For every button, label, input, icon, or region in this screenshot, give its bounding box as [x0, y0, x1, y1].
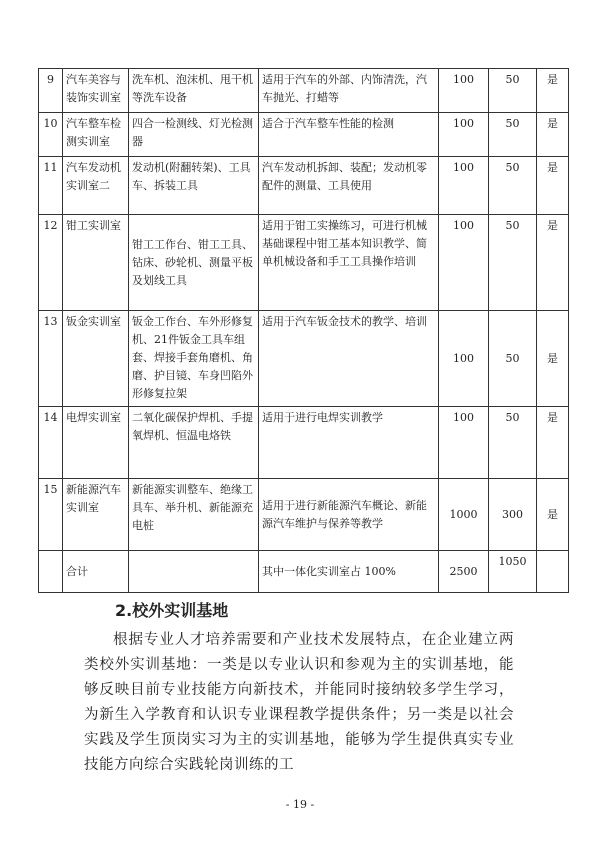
- room-capacity: 50: [489, 311, 537, 407]
- training-room-table: [38, 68, 569, 593]
- room-purpose: 适用于进行电焊实训教学: [259, 407, 439, 479]
- room-purpose: 适用于钳工实操练习，可进行机械基础课程中钳工基本知识教学、简单机械设备和手工工具操作培训: [259, 215, 439, 311]
- room-name: 钳工实训室: [63, 215, 129, 311]
- room-area: 1000: [439, 479, 489, 551]
- table-total-row: [39, 551, 569, 593]
- row-number: 12: [39, 215, 63, 311]
- room-capacity: 50: [489, 113, 537, 157]
- total-number-cell: [39, 551, 63, 593]
- total-area: 2500: [439, 551, 489, 593]
- room-purpose: 适用于汽车的外部、内饰清洗，汽车抛光、打蜡等: [259, 69, 439, 113]
- table-row: [39, 215, 569, 311]
- room-integrated: 是: [537, 407, 569, 479]
- room-capacity: 50: [489, 215, 537, 311]
- room-purpose: 适用于进行新能源汽车概论、新能源汽车维护与保养等教学: [259, 479, 439, 551]
- row-number: 9: [39, 69, 63, 113]
- room-purpose: 适用于汽车钣金技术的教学、培训: [259, 311, 439, 407]
- total-integrated-cell: [537, 551, 569, 593]
- row-number: 15: [39, 479, 63, 551]
- room-area: 100: [439, 215, 489, 311]
- room-area: 100: [439, 113, 489, 157]
- room-name: 新能源汽车实训室: [63, 479, 129, 551]
- room-name: 电焊实训室: [63, 407, 129, 479]
- row-number: 10: [39, 113, 63, 157]
- section-heading: 2.校外实训基地: [115, 601, 229, 620]
- table-row: [39, 479, 569, 551]
- table-row: [39, 157, 569, 215]
- room-equipment: 洗车机、泡沫机、甩干机等洗车设备: [129, 69, 259, 113]
- room-area: 100: [439, 311, 489, 407]
- room-name: 钣金实训室: [63, 311, 129, 407]
- row-number: 13: [39, 311, 63, 407]
- room-capacity: 50: [489, 407, 537, 479]
- room-integrated: 是: [537, 157, 569, 215]
- table-row: [39, 69, 569, 113]
- room-equipment: 四合一检测线、灯光检测器: [129, 113, 259, 157]
- total-equipment-cell: [129, 551, 259, 593]
- row-number: 11: [39, 157, 63, 215]
- room-integrated: 是: [537, 69, 569, 113]
- room-equipment: 二氧化碳保护焊机、手提氧焊机、恒温电烙铁: [129, 407, 259, 479]
- row-number: 14: [39, 407, 63, 479]
- room-integrated: 是: [537, 479, 569, 551]
- body-paragraph: 根据专业人才培养需要和产业技术发展特点，在企业建立两类校外实训基地：一类是以专业认识和参观为主的实训基地，能够反映目前专业技能方向新技术，并能同时接纳较多学生学习，为新生入学教育和认识专业课程教学提供条件；另一类是以社会实践及学生顶岗实习为主的实训基地，能够为学生提供真实专业技能方向综合实践轮岗训练的工: [84, 632, 514, 773]
- page-number: - 19 -: [285, 798, 315, 811]
- room-capacity: 50: [489, 157, 537, 215]
- room-area: 100: [439, 407, 489, 479]
- room-equipment: 发动机(附翻转架)、工具车、拆装工具: [129, 157, 259, 215]
- room-purpose: 汽车发动机拆卸、装配；发动机零配件的测量、工具使用: [259, 157, 439, 215]
- room-name: 汽车整车检测实训室: [63, 113, 129, 157]
- table-row: [39, 311, 569, 407]
- room-area: 100: [439, 157, 489, 215]
- room-name: 汽车发动机实训室二: [63, 157, 129, 215]
- table-row: [39, 407, 569, 479]
- room-name: 汽车美容与装饰实训室: [63, 69, 129, 113]
- room-area: 100: [439, 69, 489, 113]
- room-equipment: 钣金工作台、车外形修复机、21件钣金工具车组套、焊接手套角磨机、角磨、护目镜、车身凹陷外形修复拉架: [129, 311, 259, 407]
- room-capacity: 50: [489, 69, 537, 113]
- room-integrated: 是: [537, 215, 569, 311]
- room-purpose: 适合于汽车整车性能的检测: [259, 113, 439, 157]
- total-purpose: 其中一体化实训室占 100%: [259, 551, 439, 593]
- total-capacity: 1050: [489, 551, 537, 593]
- total-label: 合计: [63, 551, 129, 593]
- room-integrated: 是: [537, 311, 569, 407]
- table-row: [39, 113, 569, 157]
- room-equipment: 钳工工作台、钳工工具、钻床、砂轮机、测量平板及划线工具: [129, 215, 259, 311]
- room-capacity: 300: [489, 479, 537, 551]
- room-equipment: 新能源实训整车、绝缘工具车、举升机、新能源充电桩: [129, 479, 259, 551]
- room-integrated: 是: [537, 113, 569, 157]
